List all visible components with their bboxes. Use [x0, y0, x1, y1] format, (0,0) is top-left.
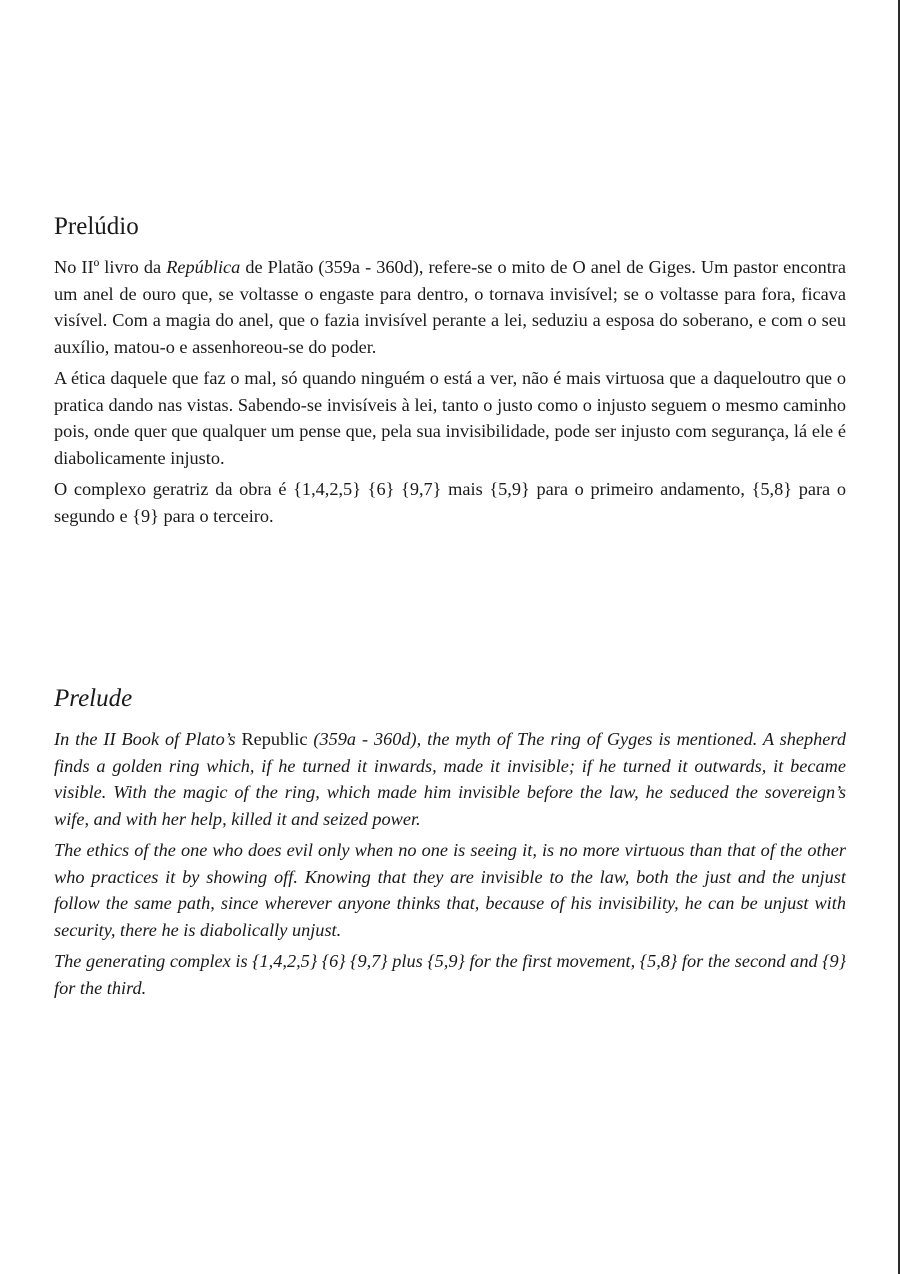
portuguese-p1-rest: de Platão (359a - 360d), refere-se o mito de O anel de Giges. Um pastor encontra um anel de ouro que, se voltasse o engaste para dentro, o tornava invisível; se o voltasse para fora, ficava visível. Com a magia do anel, que o fazia invisível perante a lei, seduziu a esposa do soberano, e com o seu auxílio, matou-o e assenhoreou-se do poder. [54, 257, 847, 357]
english-paragraph-3: The generating complex is {1,4,2,5} {6} {9,7} plus {5,9} for the first movement, {5,8} for the second and {9} for the third. [54, 951, 846, 998]
portuguese-heading: Prelúdio [54, 213, 139, 240]
english-p1-book-title: Republic [241, 729, 308, 749]
portuguese-paragraph-1 [54, 254, 846, 360]
english-p1-start: In the II Book of Plato’s [54, 729, 242, 749]
portuguese-p1-book-title: República [166, 257, 241, 277]
portuguese-section [54, 212, 846, 534]
english-paragraph-2: The ethics of the one who does evil only when no one is seeing it, is no more virtuous than that of the other who practices it by showing off. Knowing that they are invisible to the law, both the just and the unjust follow the same path, since wherever anyone thinks that, because of his invisibility, he can be unjust with security, there he is diabolically unjust. [54, 840, 846, 940]
english-heading: Prelude [54, 685, 133, 712]
english-paragraph-1 [54, 726, 846, 832]
english-section [54, 684, 846, 1006]
portuguese-paragraph-3: O complexo geratriz da obra é {1,4,2,5} {6} {9,7} mais {5,9} para o primeiro andamento, {5,8} para o segundo e {9} para o terceiro. [54, 479, 846, 526]
english-p1-rest: (359a - 360d), the myth of The ring of Gyges is mentioned. A shepherd finds a golden ring which, if he turned it inwards, made it invisible; if he turned it outwards, it became visible. With the magic of the ring, which made him invisible before the law, he seduced the sovereign’s wife, and with her help, killed it and seized power. [54, 729, 846, 829]
portuguese-p1-start: No IIº livro da [54, 257, 167, 277]
portuguese-paragraph-2: A ética daquele que faz o mal, só quando ninguém o está a ver, não é mais virtuosa que a daqueloutro que o pratica dando nas vistas. Sabendo-se invisíveis à lei, tanto o justo como o injusto seguem o mesmo caminho pois, onde quer que qualquer um pense que, pela sua invisibilidade, pode ser injusto com segurança, lá ele é diabolicamente injusto. [54, 368, 846, 468]
